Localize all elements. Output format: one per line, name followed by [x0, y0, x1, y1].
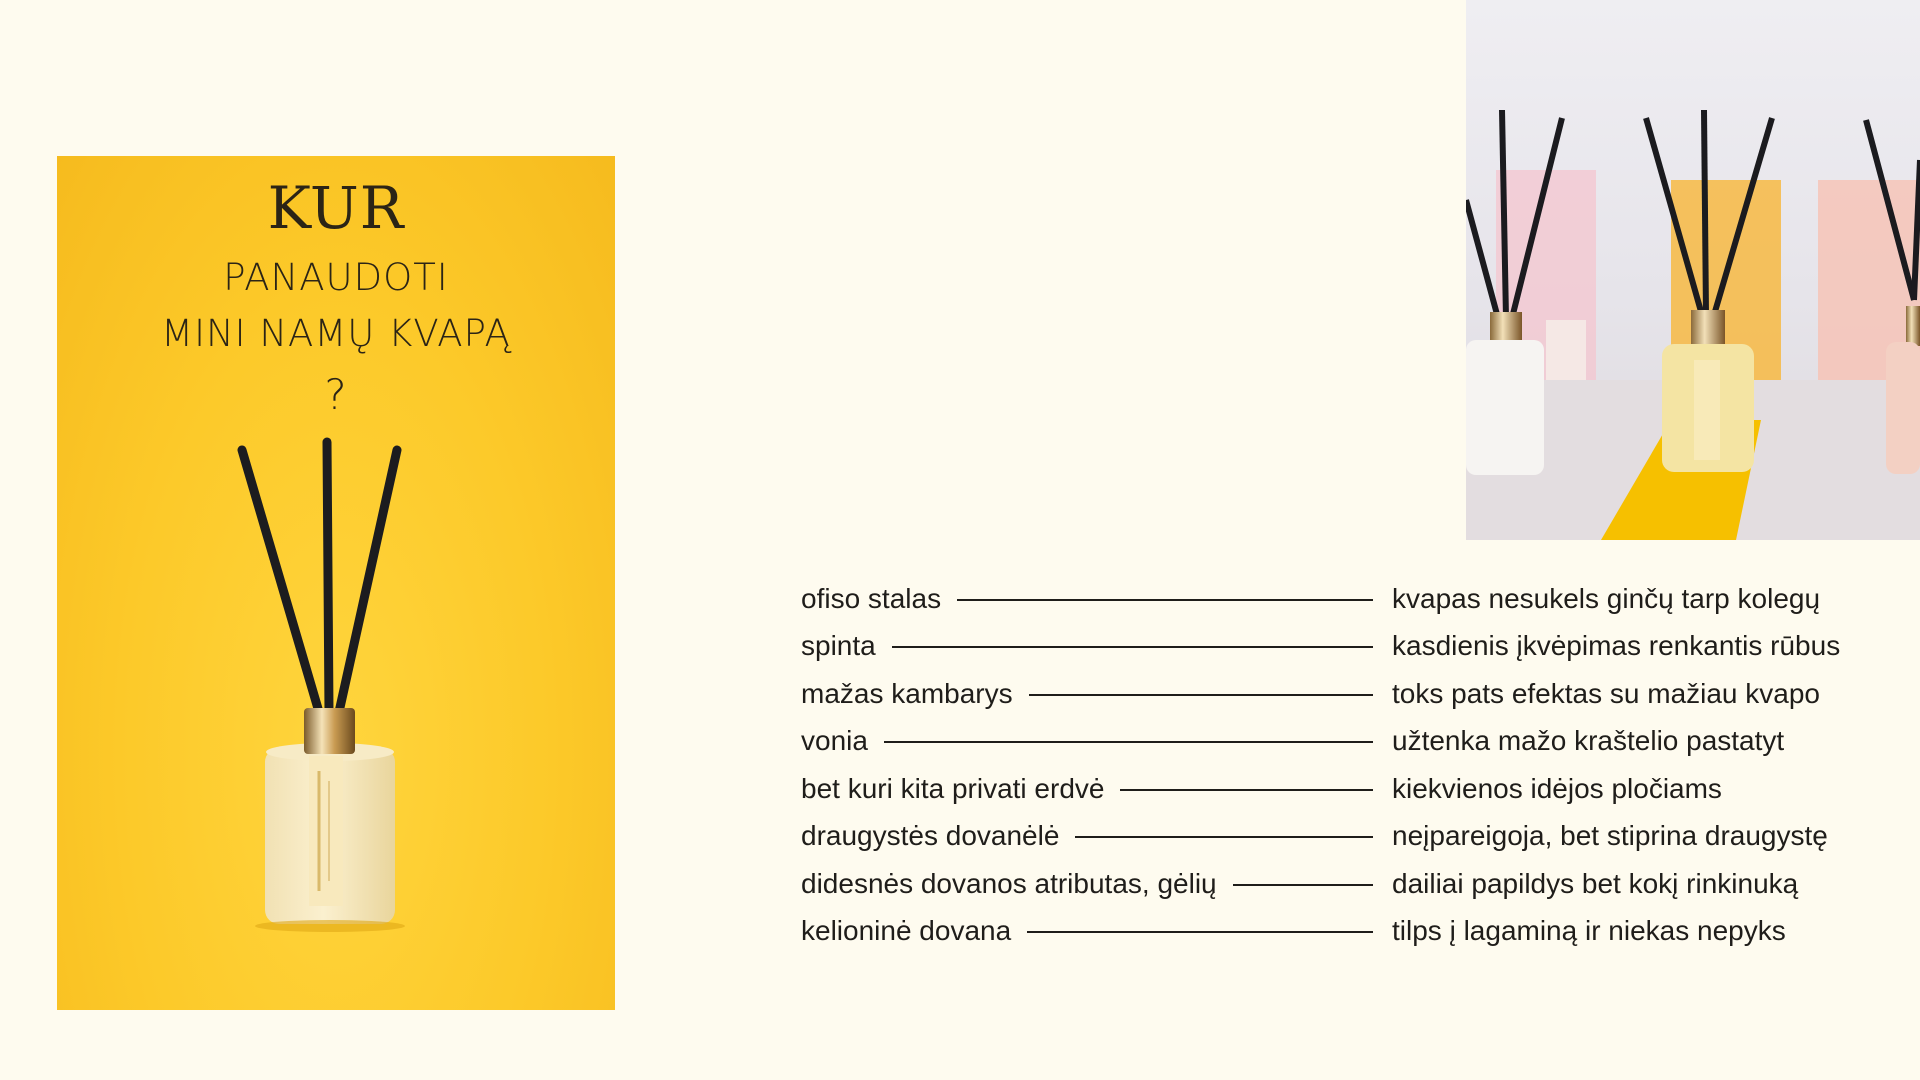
poster-subtitle-line2: MINI NAMŲ KVAPĄ	[161, 312, 511, 355]
product-photo	[1466, 0, 1920, 540]
list-item	[1392, 860, 1912, 908]
connector-line	[957, 599, 1373, 601]
connector-line	[884, 741, 1373, 743]
reed-stick	[339, 450, 397, 712]
connector-line	[1233, 884, 1373, 886]
bottle-body	[1466, 340, 1544, 475]
reason-label: kvapas nesukels ginčų tarp kolegų	[1392, 582, 1821, 614]
reason-label: kasdienis įkvėpimas renkantis rūbus	[1392, 630, 1841, 662]
reed-stick	[242, 450, 319, 712]
list-item	[1392, 670, 1912, 718]
reason-label: toks pats efektas su mažiau kvapo	[1392, 677, 1820, 709]
list-item	[801, 670, 1373, 718]
list-item	[1392, 718, 1912, 766]
list-item	[801, 813, 1373, 861]
place-label: kelioninė dovana	[801, 915, 1012, 947]
reason-label: kiekvienos idėjos pločiams	[1392, 772, 1722, 804]
place-label: spinta	[801, 630, 876, 662]
reed-stick	[327, 442, 329, 712]
poster-question-mark: ?	[324, 370, 348, 419]
reason-label: tilps į lagaminą ir niekas nepyks	[1392, 915, 1786, 947]
list-item	[801, 623, 1373, 671]
list-item	[1392, 575, 1912, 623]
place-label: didesnės dovanos atributas, gėlių	[801, 867, 1217, 899]
list-item	[1392, 623, 1912, 671]
poster-title: KUR	[267, 174, 405, 242]
connector-line	[892, 646, 1373, 648]
bottle-cap	[1906, 306, 1920, 346]
list-item	[801, 860, 1373, 908]
reasons-list	[1392, 575, 1912, 955]
place-label: mažas kambarys	[801, 677, 1013, 709]
list-item	[1392, 908, 1912, 956]
reason-label: neįpareigoja, bet stiprina draugystę	[1392, 820, 1828, 852]
connector-line	[1027, 931, 1373, 933]
connector-line	[1120, 789, 1373, 791]
diffuser-lineup-illustration	[1466, 0, 1920, 540]
bottle-body	[1886, 342, 1920, 474]
reed-diffuser-illustration	[57, 156, 615, 1010]
bottle-label	[309, 756, 343, 906]
connector-line	[1029, 694, 1373, 696]
reed-stick	[1502, 110, 1506, 318]
poster-image	[57, 156, 615, 1010]
list-item	[801, 908, 1373, 956]
poster-subtitle-line1: PANAUDOTI	[223, 256, 449, 299]
connector-line	[1075, 836, 1373, 838]
bottle-label	[1694, 360, 1720, 460]
list-item	[801, 765, 1373, 813]
bottle-shadow	[255, 920, 405, 932]
list-item	[801, 575, 1373, 623]
place-label: bet kuri kita privati erdvė	[801, 772, 1105, 804]
places-list	[801, 575, 1373, 955]
list-item	[801, 718, 1373, 766]
place-label: vonia	[801, 725, 868, 757]
reed-stick	[1466, 200, 1498, 318]
place-label: ofiso stalas	[801, 582, 942, 614]
reed-stick	[1704, 110, 1706, 315]
list-item	[1392, 813, 1912, 861]
bottle-cap	[304, 708, 355, 754]
place-label: draugystės dovanėlė	[801, 820, 1060, 852]
list-item	[1392, 765, 1912, 813]
reason-label: dailiai papildys bet kokį rinkinuką	[1392, 867, 1799, 899]
reason-label: užtenka mažo kraštelio pastatyt	[1392, 725, 1785, 757]
